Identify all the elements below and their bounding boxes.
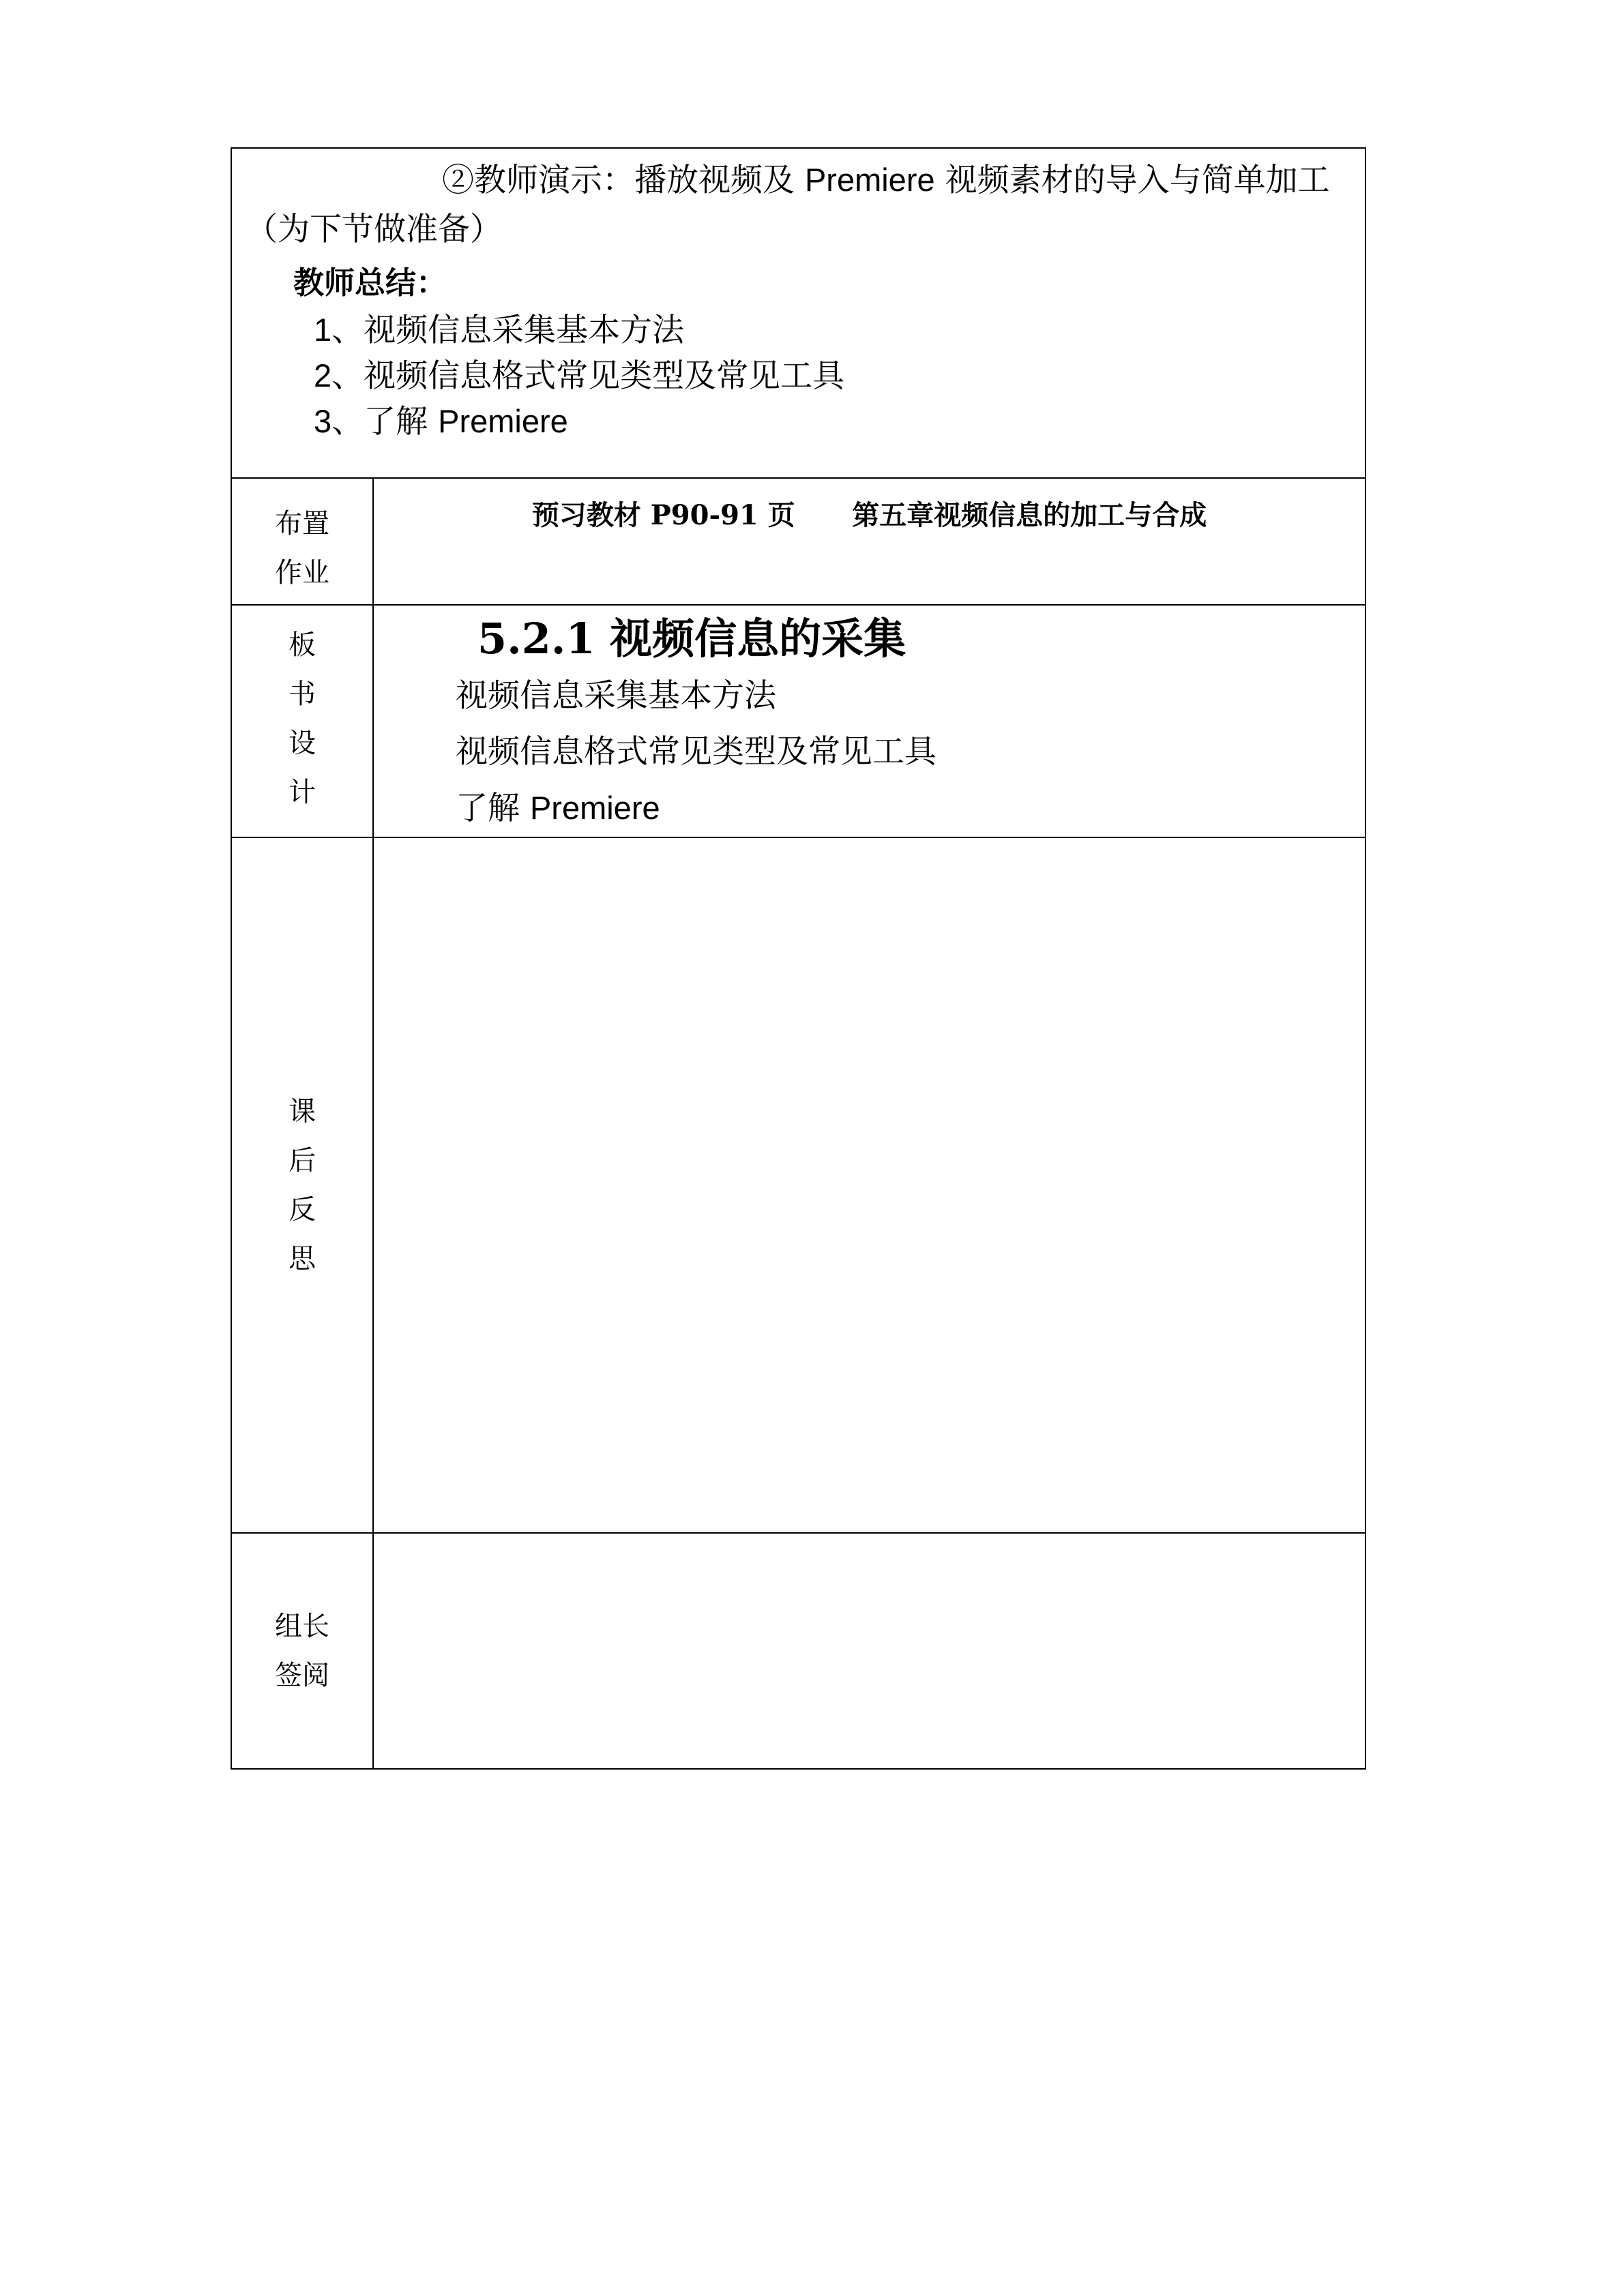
summary-item-2: 2、视频信息格式常见类型及常见工具 [314,357,845,395]
summary-item-3: 3、了解 Premiere [314,403,568,441]
signoff-row [231,1533,1365,1769]
lesson-plan-table [231,147,1366,1770]
intro-cell [231,148,1365,478]
board-design-row [231,605,1365,837]
summary-item-1: 1、视频信息采集基本方法 [314,312,685,349]
reflection-row [231,837,1365,1533]
board-item-2: 视频信息格式常见类型及常见工具 [456,733,936,771]
teacher-demo-text: ②教师演示：播放视频及 Premiere 视频素材的导入与简单加工（为下节做准备） [246,162,1330,248]
teacher-summary-title: 教师总结： [293,265,447,301]
homework-content: 预习教材 P90-91 页 第五章视频信息的加工与合成 [373,478,1365,605]
reflection-content [373,837,1365,1533]
signoff-content [373,1533,1365,1769]
board-item-3: 了解 Premiere [456,790,660,827]
homework-row [231,478,1365,605]
board-design-label: 板 书 设 计 [231,605,373,837]
board-item-1: 视频信息采集基本方法 [456,677,776,715]
intro-row [231,148,1365,478]
board-title: 5.2.1 视频信息的采集 [477,614,906,664]
reflection-label: 课 后 反 思 [231,837,373,1533]
board-design-content [373,605,1365,837]
signoff-label: 组长 签阅 [231,1533,373,1769]
homework-label: 布置 作业 [231,478,373,605]
